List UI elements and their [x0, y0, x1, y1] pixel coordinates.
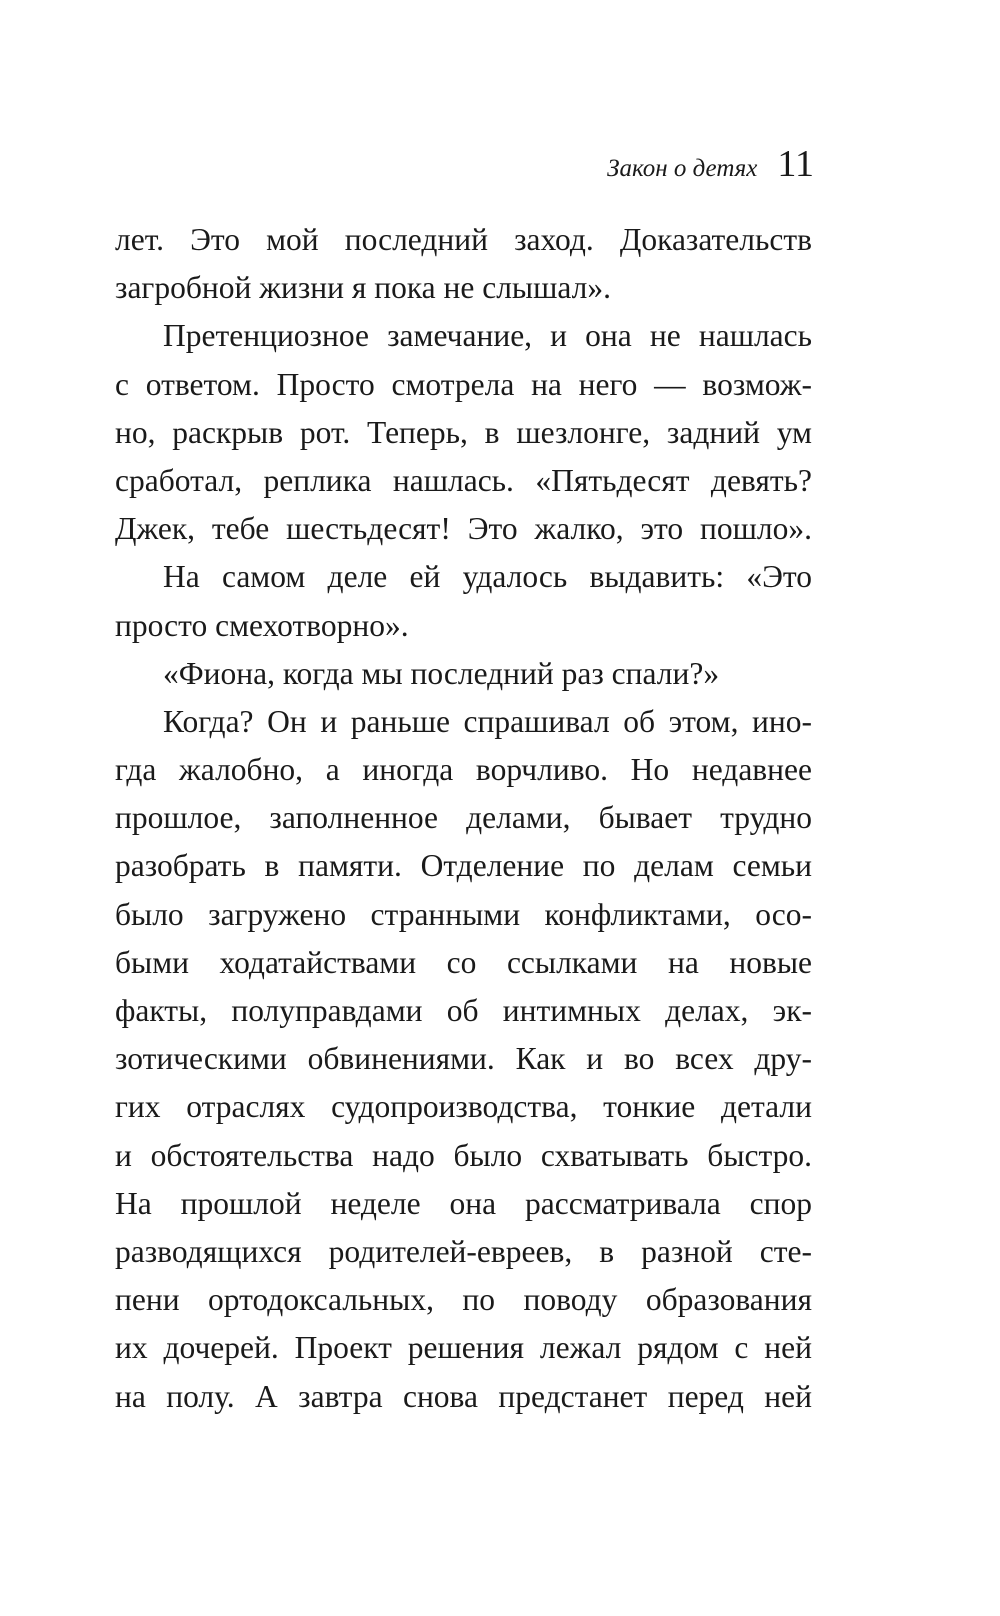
text-line: лет. Это мой последний заход. Доказательств [115, 222, 812, 257]
text-line: гда жалобно, а иногда ворчливо. Но недавнее [115, 752, 812, 788]
text-line: зотическими обвинениями. Как и во всех дру- [115, 1041, 812, 1077]
text-line: Когда? Он и раньше спрашивал об этом, ино- [163, 703, 812, 739]
text-line: прошлое, заполненное делами, бывает трудно [115, 800, 812, 836]
page-number: 11 [777, 143, 814, 185]
text-line: Джек, тебе шестьдесят! Это жалко, это пошло». [115, 511, 812, 547]
text-line: быми ходатайствами со ссылками на новые [115, 944, 812, 980]
text-line: Претенциозное замечание, и она не нашлась [163, 318, 812, 354]
text-line: На самом деле ей удалось выдавить: «Это [163, 559, 812, 595]
text-line: загробной жизни я пока не слышал». [115, 270, 611, 306]
body-text [115, 216, 812, 1421]
running-title: Закон о детях [607, 155, 758, 182]
text-line: гих отраслях судопроизводства, тонкие детали [115, 1089, 812, 1125]
text-line: с ответом. Просто смотрела на него — возмож- [115, 366, 812, 402]
text-line: сработал, реплика нашлась. «Пятьдесят девять? [115, 462, 812, 498]
text-line: На прошлой неделе она рассматривала спор [115, 1185, 812, 1221]
text-line: просто смехотворно». [115, 607, 409, 643]
text-line: и обстоятельства надо было схватывать быстро. [115, 1137, 812, 1173]
text-line: но, раскрыв рот. Теперь, в шезлонге, задний ум [115, 414, 812, 450]
text-line: было загружено странными конфликтами, осо- [115, 896, 812, 932]
text-line: «Фиона, когда мы последний раз спали?» [163, 655, 720, 691]
text-line: разводящихся родителей-евреев, в разной сте- [115, 1233, 812, 1269]
running-head [607, 142, 814, 186]
text-line: пени ортодоксальных, по поводу образования [115, 1282, 812, 1318]
text-line: факты, полуправдами об интимных делах, эк- [115, 993, 812, 1028]
text-line: разобрать в памяти. Отделение по делам семьи [115, 848, 812, 884]
text-line: на полу. А завтра снова предстанет перед ней [115, 1378, 812, 1414]
text-line: их дочерей. Проект решения лежал рядом с ней [115, 1330, 812, 1366]
